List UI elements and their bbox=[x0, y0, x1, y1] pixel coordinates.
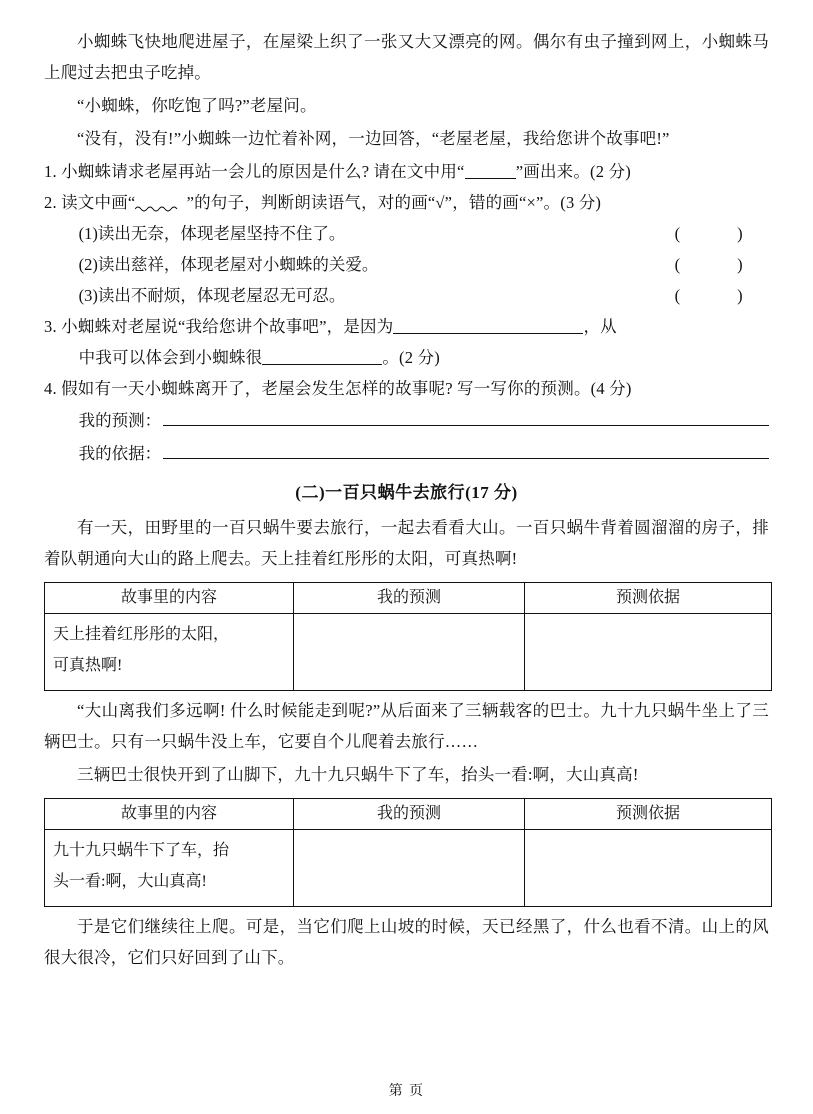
question-4-answer-1-label: 我的预测： bbox=[78, 411, 162, 430]
question-4-answer-1 bbox=[44, 404, 769, 437]
section-paragraph-1: 有一天，田野里的一百只蜗牛要去旅行，一起去看看大山。一百只蜗牛背着圆溜溜的房子，排着队朝通向大山的路上爬去。天上挂着红彤彤的太阳，可真热啊! bbox=[44, 518, 769, 568]
question-3-number: 3. bbox=[44, 317, 57, 336]
table1-cell-content: 天上挂着红彤彤的太阳， 可真热啊! bbox=[45, 614, 294, 691]
page-footer: 第 页 bbox=[388, 1084, 425, 1099]
question-2-item-3-text: (3)读出不耐烦，体现老屋忍无可忍。 bbox=[78, 286, 346, 305]
section-paragraph-3: 三辆巴士很快开到了山脚下，九十九只蜗牛下了车，抬头一看:啊，大山真高! bbox=[77, 765, 639, 784]
question-3 bbox=[44, 311, 769, 342]
question-2-item-2-text: (2)读出慈祥，体现老屋对小蜘蛛的关爱。 bbox=[78, 255, 379, 274]
prediction-table-1 bbox=[44, 582, 772, 691]
question-2 bbox=[44, 187, 769, 218]
table1-cell-basis[interactable] bbox=[525, 614, 772, 691]
table-row bbox=[45, 614, 772, 691]
paragraph-1: 小蜘蛛飞快地爬进屋子，在屋梁上织了一张又大又漂亮的网。偶尔有虫子撞到网上，小蜘蛛马上爬过去把虫子吃掉。 bbox=[44, 32, 769, 82]
table2-cell-content: 九十九只蜗牛下了车，抬 头一看:啊，大山真高! bbox=[45, 830, 294, 907]
table-row bbox=[45, 830, 772, 907]
question-2-prefix: 读文中画“ bbox=[61, 193, 136, 212]
question-2-item-1 bbox=[44, 218, 769, 249]
section-paragraph-4: 于是它们继续往上爬。可是，当它们爬上山坡的时候，天已经黑了，什么也看不清。山上的风很大很冷，它们只好回到了山下。 bbox=[44, 917, 769, 967]
question-2-item-2-answer-box[interactable]: ( ) bbox=[674, 255, 769, 274]
question-4-text: 假如有一天小蜘蛛离开了，老屋会发生怎样的故事呢? 写一写你的预测。(4 分) bbox=[61, 379, 632, 398]
table1-header-prediction: 我的预测 bbox=[294, 583, 525, 614]
question-1-text-after: ”画出来。(2 分) bbox=[515, 162, 631, 181]
question-3-text-b: ，从 bbox=[583, 317, 617, 336]
question-2-item-3-answer-box[interactable]: ( ) bbox=[674, 286, 769, 305]
table-header-row bbox=[45, 799, 772, 830]
table2-cell-prediction[interactable] bbox=[294, 830, 525, 907]
table2-header-basis: 预测依据 bbox=[525, 799, 772, 830]
question-4-number: 4. bbox=[44, 379, 57, 398]
table2-header-prediction: 我的预测 bbox=[294, 799, 525, 830]
question-3-text-c: 中我可以体会到小蜘蛛很 bbox=[78, 348, 263, 367]
question-2-item-1-answer-box[interactable]: ( ) bbox=[674, 224, 769, 243]
prediction-table-2 bbox=[44, 798, 772, 907]
question-3-text-a: 小蜘蛛对老屋说“我给您讲个故事吧”，是因为 bbox=[61, 317, 394, 336]
section-title: (二)一百只蜗牛去旅行(17 分) bbox=[295, 483, 518, 502]
question-1-blank bbox=[465, 162, 516, 180]
question-2-middle: ”的句子，判断朗读语气，对的画“√”，错的画“×”。(3 分) bbox=[186, 193, 602, 212]
question-2-item-3 bbox=[44, 280, 769, 311]
question-2-item-1-text: (1)读出无奈，体现老屋坚持不住了。 bbox=[78, 224, 346, 243]
question-1 bbox=[44, 156, 769, 187]
section-paragraph-2: “大山离我们多远啊! 什么时候能走到呢?”从后面来了三辆载客的巴士。九十九只蜗牛坐上了三辆巴士。只有一只蜗牛没上车，它要自个儿爬着去旅行…… bbox=[44, 701, 769, 751]
question-2-number: 2. bbox=[44, 193, 57, 212]
question-4-answer-2-line[interactable] bbox=[163, 442, 769, 460]
question-1-number: 1. bbox=[44, 162, 57, 181]
paragraph-2: “小蜘蛛，你吃饱了吗?”老屋问。 bbox=[77, 96, 317, 115]
question-3-blank-2[interactable] bbox=[262, 348, 382, 366]
question-3-text-d: 。(2 分) bbox=[382, 348, 440, 367]
question-4-answer-2 bbox=[44, 437, 769, 470]
question-4-answer-2-label: 我的依据： bbox=[78, 444, 162, 463]
question-3-blank-1[interactable] bbox=[393, 317, 583, 335]
table2-cell-basis[interactable] bbox=[525, 830, 772, 907]
question-4 bbox=[44, 373, 769, 404]
table2-header-content: 故事里的内容 bbox=[45, 799, 294, 830]
table1-cell-prediction[interactable] bbox=[294, 614, 525, 691]
table1-header-basis: 预测依据 bbox=[525, 583, 772, 614]
table1-header-content: 故事里的内容 bbox=[45, 583, 294, 614]
question-2-item-2 bbox=[44, 249, 769, 280]
question-4-answer-1-line[interactable] bbox=[163, 409, 769, 427]
question-3-line2 bbox=[44, 342, 769, 373]
question-1-text-before: 小蜘蛛请求老屋再站一会儿的原因是什么? 请在文中用“ bbox=[61, 162, 465, 181]
table-header-row bbox=[45, 583, 772, 614]
paragraph-3: “没有，没有!”小蜘蛛一边忙着补网，一边回答，“老屋老屋，我给您讲个故事吧!” bbox=[77, 129, 670, 148]
